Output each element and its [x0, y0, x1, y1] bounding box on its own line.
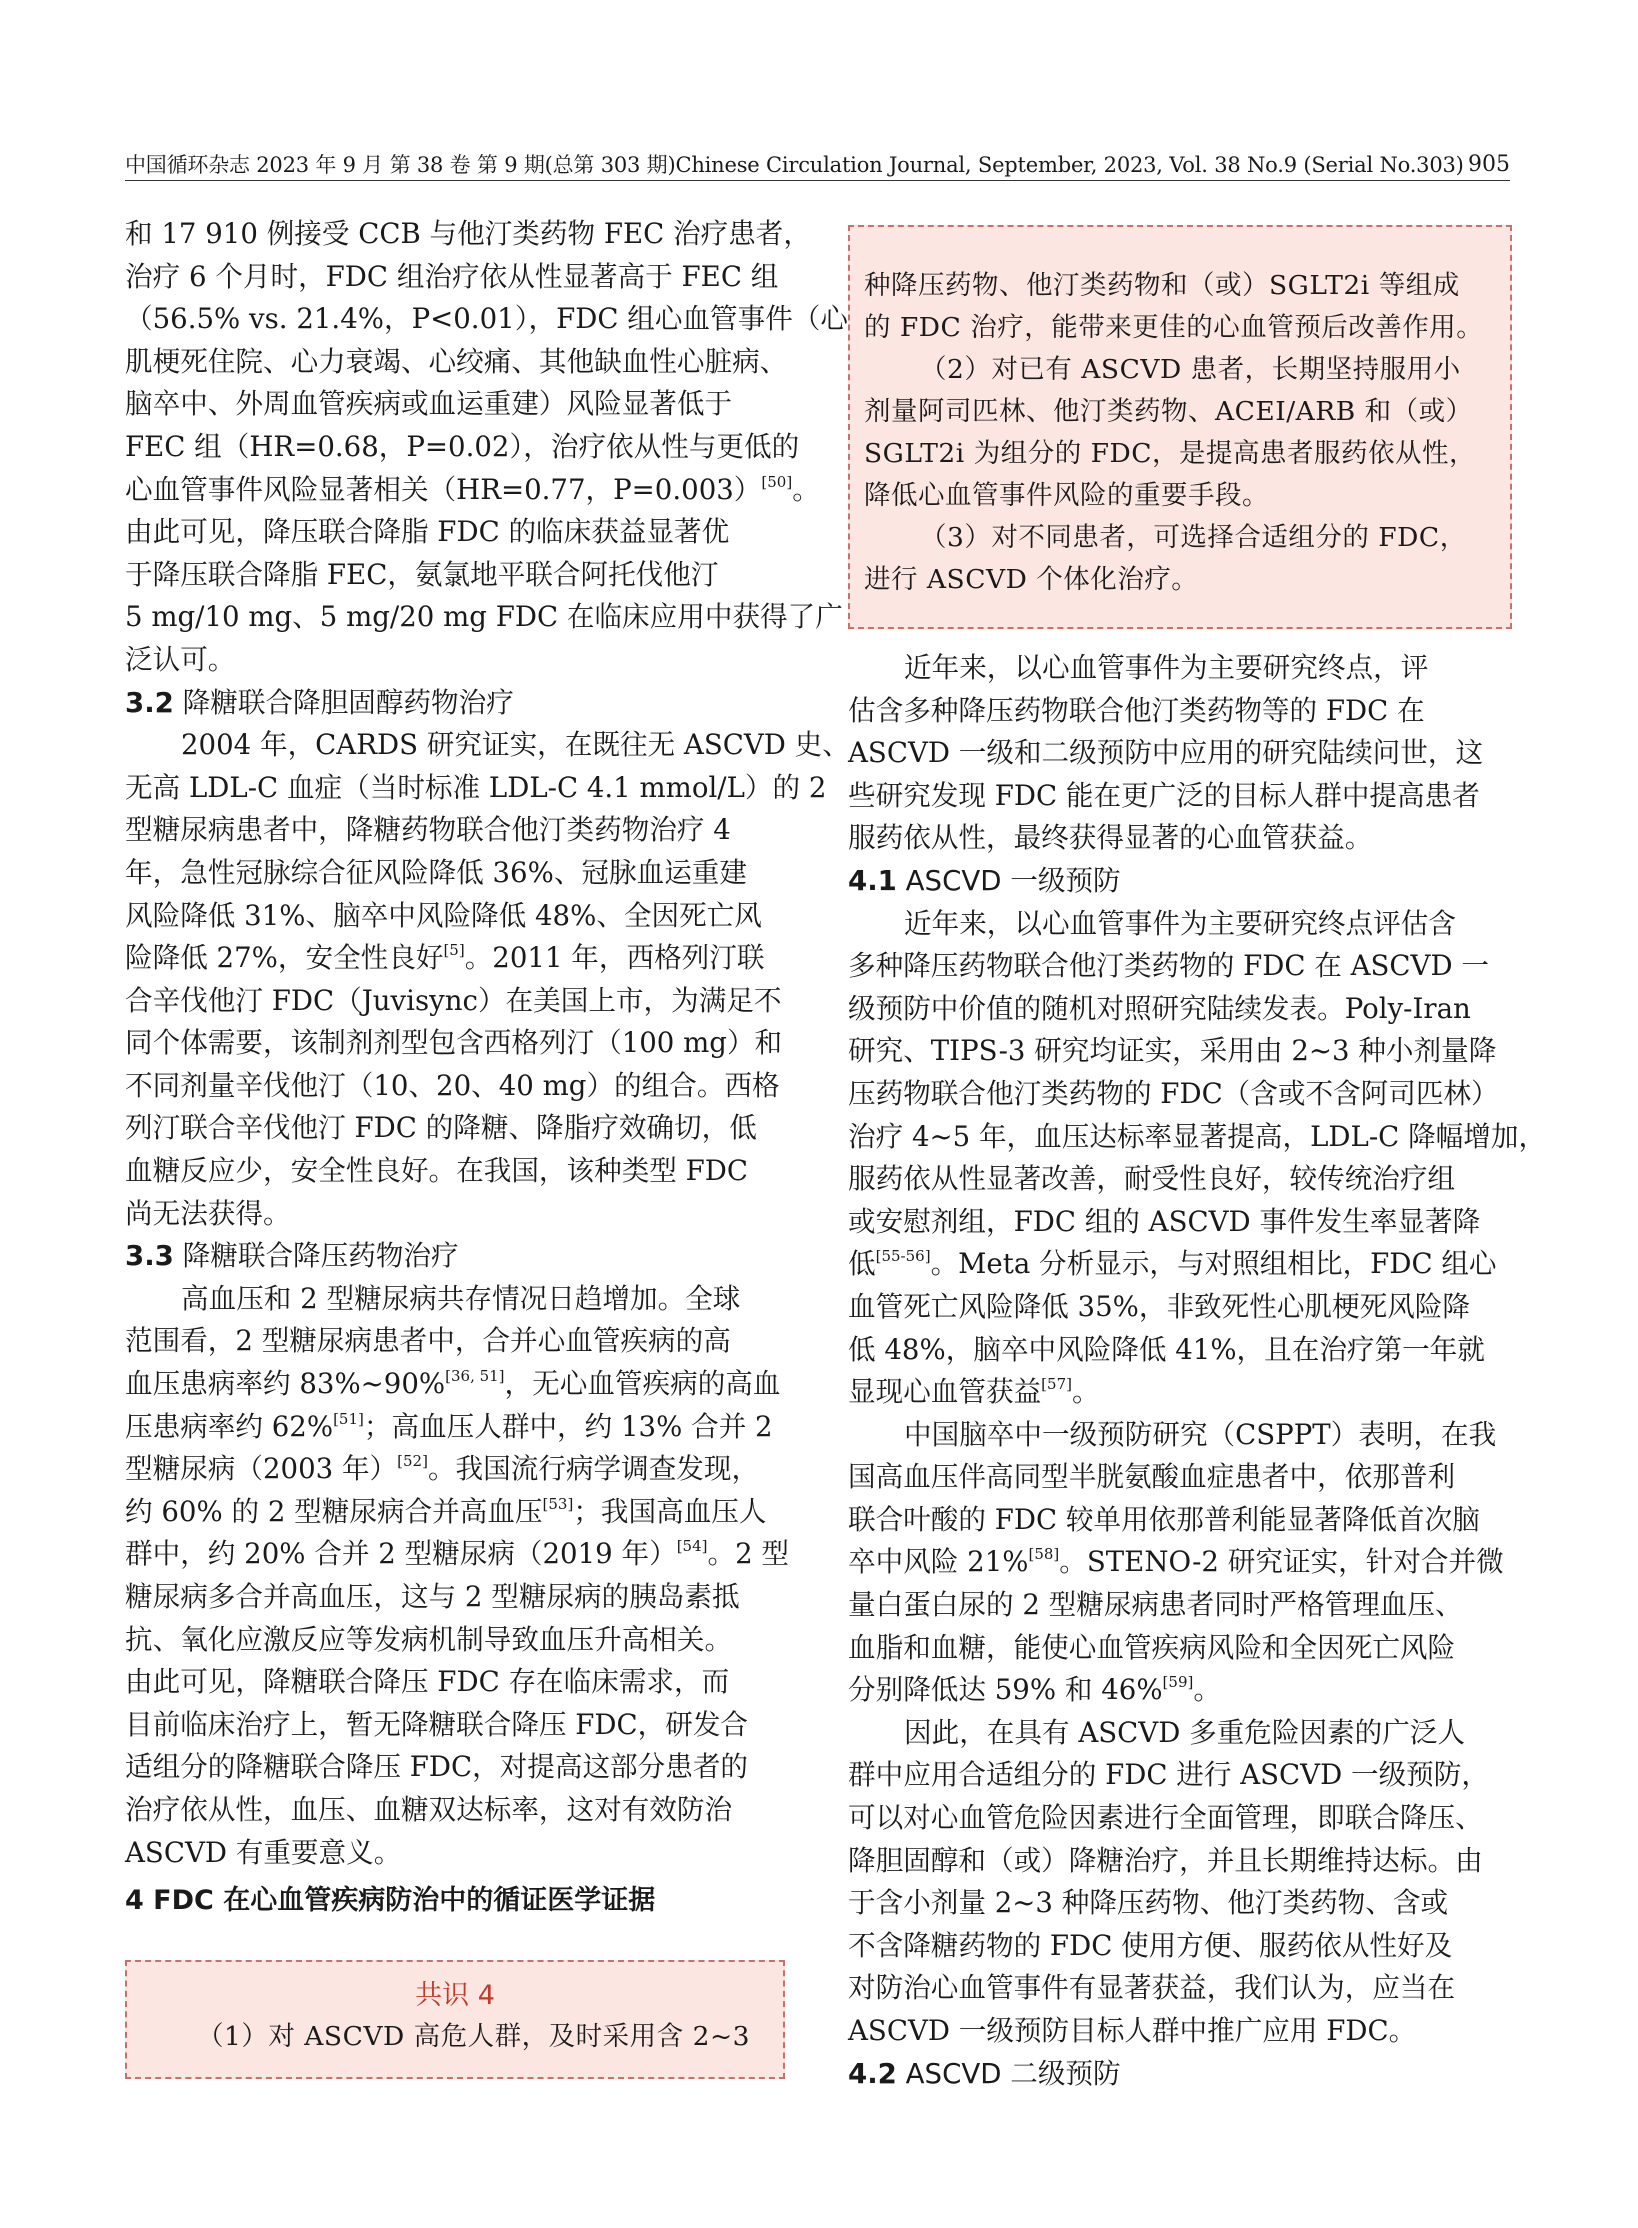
- text-line: 量白蛋白尿的 2 型糖尿病患者同时严格管理血压、: [848, 1588, 1463, 1622]
- text-line: [125, 1448, 797, 1491]
- section-title: 降糖联合降压药物治疗: [182, 1239, 459, 1273]
- text-line: 级预防中价值的随机对照研究陆续发表。Poly-Iran: [848, 991, 1471, 1025]
- paragraph-csppt: [848, 1414, 1520, 1712]
- text-line: 些研究发现 FDC 能在更广泛的目标人群中提高患者: [848, 778, 1480, 812]
- text-line: 型糖尿病患者中，降糖药物联合他汀类药物治疗 4: [125, 813, 731, 847]
- text-span: ；高血压人群中，约 13% 合并 2: [363, 1409, 773, 1443]
- section-title: ASCVD 二级预防: [905, 2056, 1121, 2090]
- running-header: [125, 150, 1510, 181]
- citation-ref[interactable]: [57]: [1041, 1375, 1072, 1394]
- text-line: （56.5% vs. 21.4%，P<0.01），FDC 组心血管事件（心: [125, 302, 848, 336]
- consensus-line: （2）对已有 ASCVD 患者，长期坚持服用小: [920, 354, 1461, 385]
- text-span: 型糖尿病（2003 年）: [125, 1452, 398, 1486]
- text-line: 因此，在具有 ASCVD 多重危险因素的广泛人: [904, 1715, 1466, 1749]
- text-line: 对防治心血管事件有显著获益，我们认为，应当在: [848, 1971, 1456, 2005]
- consensus-box-continued: [848, 225, 1512, 629]
- text-line: ASCVD 有重要意义。: [125, 1835, 402, 1869]
- text-line: 高血压和 2 型糖尿病共存情况日趋增加。全球: [181, 1281, 741, 1315]
- paragraph-primary-prevention: [848, 903, 1547, 1414]
- text-line: 无高 LDL-C 血症（当时标准 LDL-C 4.1 mmol/L）的 2: [125, 770, 827, 804]
- consensus-line: 的 FDC 治疗，能带来更佳的心血管预后改善作用。: [864, 312, 1484, 343]
- text-line: 压药物联合他汀类药物的 FDC（含或不含阿司匹林）: [848, 1076, 1499, 1110]
- text-line: 和 17 910 例接受 CCB 与他汀类药物 FEC 治疗患者，: [125, 217, 811, 250]
- paragraph-cards: [125, 724, 850, 1235]
- text-line: 国高血压伴高同型半胱氨酸血症患者中，依那普利: [848, 1460, 1456, 1494]
- text-line: 5 mg/10 mg、5 mg/20 mg FDC 在临床应用中获得了广: [125, 600, 843, 634]
- section-title: ASCVD 一级预防: [905, 863, 1121, 897]
- text-span: 约 60% 的 2 型糖尿病合并高血压: [125, 1494, 543, 1528]
- text-span: 。STENO-2 研究证实，针对合并微: [1059, 1545, 1504, 1579]
- text-line: 于降压联合降脂 FEC，氨氯地平联合阿托伐他汀: [125, 557, 719, 591]
- text-line: 多种降压药物联合他汀类药物的 FDC 在 ASCVD 一: [848, 949, 1489, 983]
- text-span: ，无心血管疾病的高血: [504, 1367, 781, 1401]
- consensus-title: 共识 4: [415, 1980, 495, 2011]
- text-line: 估含多种降压药物联合他汀类药物等的 FDC 在: [848, 693, 1425, 727]
- text-line: 由此可见，降糖联合降压 FDC 存在临床需求，而: [125, 1665, 730, 1699]
- text-line: 或安慰剂组，FDC 组的 ASCVD 事件发生率显著降: [848, 1204, 1481, 1238]
- text-line: 治疗 4~5 年，血压达标率显著提高，LDL-C 降幅增加，: [848, 1119, 1547, 1153]
- text-line: 研究、TIPS-3 研究均证实，采用由 2~3 种小剂量降: [848, 1034, 1497, 1068]
- text-span: 卒中风险 21%: [848, 1545, 1029, 1579]
- paragraph-recent-studies: [848, 647, 1520, 860]
- consensus-line: （3）对不同患者，可选择合适组分的 FDC，: [920, 522, 1467, 553]
- text-line: 可以对心血管危险因素进行全面管理，即联合降压、: [848, 1801, 1483, 1835]
- section-number: 4.2: [848, 2056, 897, 2090]
- section-number: 3.2: [125, 685, 174, 719]
- text-line: 肌梗死住院、心力衰竭、心绞痛、其他缺血性心脏病、: [125, 344, 788, 378]
- text-line: 合辛伐他汀 FDC（Juvisync）在美国上市，为满足不: [125, 983, 782, 1017]
- text-line: 脑卒中、外周血管疾病或血运重建）风险显著低于: [125, 387, 733, 421]
- text-span: 。我国流行病学调查发现，: [427, 1452, 760, 1486]
- page-number: 905: [1468, 152, 1510, 177]
- text-span: 显现心血管获益: [848, 1375, 1042, 1409]
- text-line: 不含降糖药物的 FDC 使用方便、服药依从性好及: [848, 1928, 1453, 1962]
- paragraph-conclusion: [848, 1712, 1520, 2053]
- text-line: 治疗依从性，血压、血糖双达标率，这对有效防治: [125, 1792, 733, 1826]
- text-span: 。: [1193, 1673, 1221, 1707]
- text-line: [125, 1406, 797, 1449]
- citation-ref[interactable]: [55-56]: [875, 1247, 931, 1266]
- text-line: ASCVD 一级和二级预防中应用的研究陆续问世，这: [848, 736, 1484, 770]
- text-line: 近年来，以心血管事件为主要研究终点，评: [904, 651, 1429, 684]
- text-line: 风险降低 31%、脑卒中风险降低 48%、全因死亡风: [125, 898, 762, 932]
- text-line: [125, 469, 820, 512]
- text-line: 中国脑卒中一级预防研究（CSPPT）表明，在我: [904, 1417, 1497, 1451]
- right-column: [848, 647, 1547, 2095]
- text-line: 服药依从性显著改善，耐受性良好，较传统治疗组: [848, 1162, 1456, 1196]
- text-line: [125, 1363, 797, 1406]
- text-line: 同个体需要，该制剂剂型包含西格列汀（100 mg）和: [125, 1026, 783, 1060]
- text-line: [848, 1243, 1520, 1286]
- section-heading-4-1: [848, 860, 1520, 903]
- text-line: 不同剂量辛伐他汀（10、20、40 mg）的组合。西格: [125, 1068, 780, 1102]
- text-line: [848, 1541, 1520, 1584]
- text-line: 群中应用合适组分的 FDC 进行 ASCVD 一级预防，: [848, 1758, 1489, 1792]
- citation-ref[interactable]: [59]: [1162, 1673, 1194, 1692]
- section-heading-3-2: [125, 682, 797, 725]
- text-line: 年，急性冠脉综合征风险降低 36%、冠脉血运重建: [125, 855, 747, 889]
- citation-ref[interactable]: [54]: [676, 1537, 708, 1556]
- paragraph-hypertension-diabetes: [125, 1278, 797, 1874]
- text-line: 由此可见，降压联合降脂 FDC 的临床获益显著优: [125, 515, 730, 549]
- text-line: [848, 1669, 1520, 1712]
- consensus-line: 剂量阿司匹林、他汀类药物、ACEI/ARB 和（或）: [864, 396, 1473, 427]
- journal-citation: 中国循环杂志 2023 年 9 月 第 38 卷 第 9 期(总第 303 期)Chinese Circulation Journal, September, 2023, Vol. 38 No.9 (Serial No.303): [125, 153, 1464, 177]
- text-span: 。: [1071, 1375, 1100, 1409]
- text-line: 血糖反应少，安全性良好。在我国，该种类型 FDC: [125, 1154, 749, 1188]
- text-line: 列汀联合辛伐他汀 FDC 的降糖、降脂疗效确切，低: [125, 1111, 757, 1145]
- text-line: 低 48%，脑卒中风险降低 41%，且在治疗第一年就: [848, 1332, 1485, 1366]
- text-span: 。: [792, 472, 820, 506]
- text-line: 适组分的降糖联合降压 FDC，对提高这部分患者的: [125, 1750, 749, 1784]
- text-line: 2004 年，CARDS 研究证实，在既往无 ASCVD 史、: [181, 728, 850, 762]
- consensus-line: 进行 ASCVD 个体化治疗。: [864, 564, 1199, 595]
- text-line: [848, 1371, 1520, 1414]
- citation-ref[interactable]: [58]: [1028, 1545, 1060, 1564]
- text-line: 联合叶酸的 FDC 较单用依那普利能显著降低首次脑: [848, 1502, 1480, 1536]
- paragraph-fdc-adherence: [125, 213, 848, 682]
- text-span: ；我国高血压人: [573, 1494, 767, 1528]
- section-title: 降糖联合降胆固醇药物治疗: [182, 685, 514, 719]
- text-line: 目前临床治疗上，暂无降糖联合降压 FDC，研发合: [125, 1707, 749, 1741]
- text-span: 血压患病率约 83%~90%: [125, 1367, 446, 1401]
- text-line: 近年来，以心血管事件为主要研究终点评估含: [904, 906, 1456, 940]
- section-number: 3.3: [125, 1239, 174, 1273]
- section-heading-4: 4 FDC 在心血管疾病防治中的循证医学证据: [125, 1885, 656, 1917]
- text-line: 服药依从性，最终获得显著的心血管获益。: [848, 821, 1373, 855]
- consensus-box-start: [125, 1960, 785, 2079]
- text-line: [125, 1533, 797, 1576]
- citation-ref[interactable]: [51]: [333, 1409, 364, 1428]
- consensus-line: 种降压药物、他汀类药物和（或）SGLT2i 等组成: [864, 270, 1460, 301]
- text-span: 险降低 27%，安全性良好: [125, 941, 444, 975]
- section-heading-3-3: [125, 1235, 797, 1278]
- text-span: 群中，约 20% 合并 2 型糖尿病（2019 年）: [125, 1537, 677, 1571]
- text-line: ASCVD 一级预防目标人群中推广应用 FDC。: [848, 2014, 1417, 2047]
- text-line: FEC 组（HR=0.68，P=0.02），治疗依从性与更低的: [125, 429, 800, 463]
- text-span: 分别降低达 59% 和 46%: [848, 1673, 1163, 1707]
- text-span: 。2011 年，西格列汀联: [464, 941, 765, 975]
- section-heading-4-2: [848, 2053, 1520, 2096]
- left-column: [125, 213, 850, 1923]
- text-line: 范围看，2 型糖尿病患者中，合并心血管疾病的高: [125, 1324, 731, 1358]
- text-line: 血脂和血糖，能使心血管疾病风险和全因死亡风险: [848, 1630, 1456, 1664]
- text-span: 低: [848, 1247, 876, 1281]
- text-line: 糖尿病多合并高血压，这与 2 型糖尿病的胰岛素抵: [125, 1580, 740, 1613]
- citation-ref[interactable]: [5]: [443, 941, 465, 960]
- text-line: [125, 937, 797, 980]
- citation-ref[interactable]: [36, 51]: [445, 1367, 505, 1386]
- text-span: 。2 型: [707, 1537, 790, 1571]
- text-line: 治疗 6 个月时，FDC 组治疗依从性显著高于 FEC 组: [125, 259, 779, 293]
- text-line: 于含小剂量 2~3 种降压药物、他汀类药物、含或: [848, 1886, 1449, 1920]
- section-number: 4.1: [848, 863, 897, 897]
- text-span: 。Meta 分析显示，与对照组相比，FDC 组心: [930, 1247, 1497, 1281]
- text-line: [125, 1491, 797, 1534]
- text-line: 尚无法获得。: [125, 1196, 291, 1230]
- consensus-line: SGLT2i 为组分的 FDC，是提高患者服药依从性，: [864, 438, 1477, 469]
- text-line: 降胆固醇和（或）降糖治疗，并且长期维持达标。由: [848, 1843, 1483, 1877]
- citation-ref[interactable]: [52]: [397, 1452, 428, 1471]
- consensus-line: 降低心血管事件风险的重要手段。: [864, 480, 1269, 511]
- citation-ref[interactable]: [53]: [542, 1494, 574, 1513]
- text-span: 压患病率约 62%: [125, 1409, 334, 1443]
- citation-ref[interactable]: [50]: [761, 472, 793, 491]
- text-line: 泛认可。: [125, 642, 236, 676]
- text-line: 血管死亡风险降低 35%，非致死性心肌梗死风险降: [848, 1289, 1470, 1323]
- text-line: 抗、氧化应激反应等发病机制导致血压升高相关。: [125, 1622, 733, 1656]
- text-span: 心血管事件风险显著相关（HR=0.77，P=0.003）: [125, 472, 762, 506]
- consensus-line: （1）对 ASCVD 高危人群，及时采用含 2~3: [197, 2021, 751, 2052]
